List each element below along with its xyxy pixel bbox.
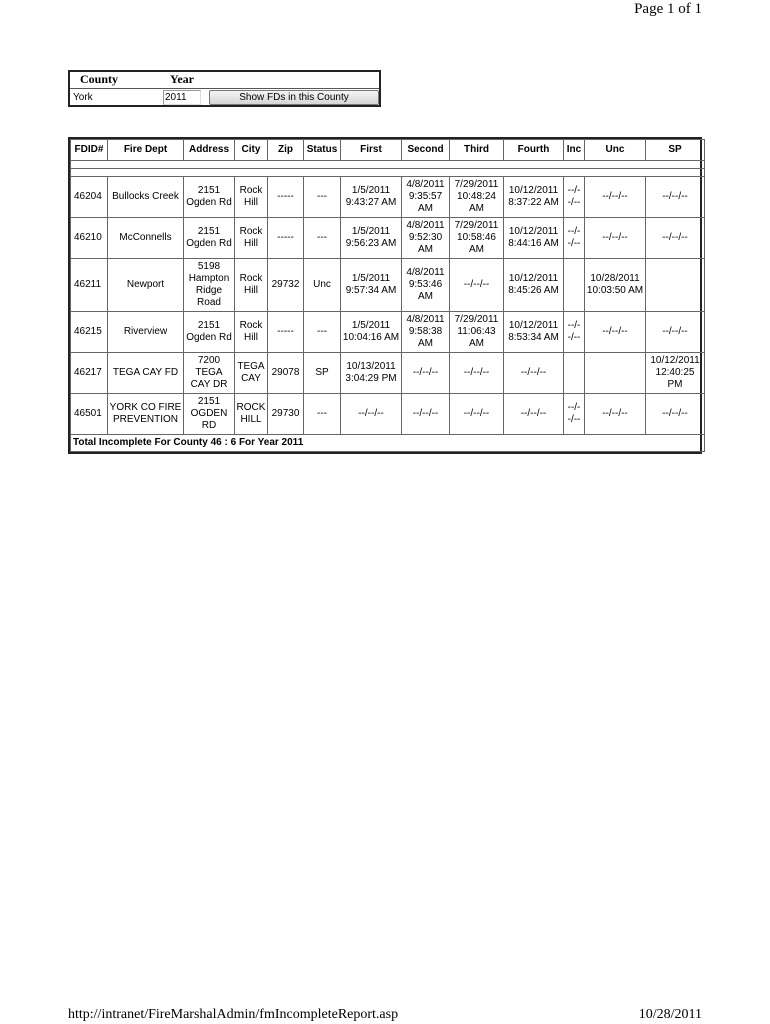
cell-address: 5198 Hampton Ridge Road [184, 259, 235, 312]
cell-second: 4/8/2011 9:52:30 AM [402, 218, 450, 259]
cell-address: 2151 Ogden Rd [184, 177, 235, 218]
col-header-fire-dept: Fire Dept [108, 140, 184, 161]
cell-fourth: 10/12/2011 8:44:16 AM [504, 218, 564, 259]
cell-sp: --/--/-- [646, 218, 705, 259]
cell-second: 4/8/2011 9:53:46 AM [402, 259, 450, 312]
show-fds-button[interactable]: Show FDs in this County [209, 90, 379, 105]
cell-inc [564, 353, 585, 394]
table-row [71, 394, 705, 435]
col-header-address: Address [184, 140, 235, 161]
cell-third: 7/29/2011 11:06:43 AM [450, 312, 504, 353]
cell-city: Rock Hill [235, 312, 268, 353]
cell-first: 1/5/2011 10:04:16 AM [341, 312, 402, 353]
cell-sp: 10/12/2011 12:40:25 PM [646, 353, 705, 394]
col-header-sp: SP [646, 140, 705, 161]
county-value[interactable]: York [73, 92, 93, 103]
cell-zip: 29078 [268, 353, 304, 394]
cell-fire-dept: McConnells [108, 218, 184, 259]
cell-first: 10/13/2011 3:04:29 PM [341, 353, 402, 394]
cell-status: --- [304, 312, 341, 353]
cell-unc: --/--/-- [585, 218, 646, 259]
cell-inc: --/--/-- [564, 312, 585, 353]
cell-inc: --/--/-- [564, 394, 585, 435]
cell-status: --- [304, 177, 341, 218]
cell-sp: --/--/-- [646, 177, 705, 218]
total-incomplete-label: Total Incomplete For County 46 : 6 For Year 2011 [71, 435, 705, 452]
cell-zip: 29732 [268, 259, 304, 312]
cell-city: Rock Hill [235, 177, 268, 218]
cell-address: 2151 Ogden Rd [184, 312, 235, 353]
cell-status: Unc [304, 259, 341, 312]
table-row [71, 177, 705, 218]
cell-fourth: --/--/-- [504, 353, 564, 394]
col-header-second: Second [402, 140, 450, 161]
spacer-row [71, 169, 705, 177]
cell-unc: 10/28/2011 10:03:50 AM [585, 259, 646, 312]
cell-first: --/--/-- [341, 394, 402, 435]
footer-date: 10/28/2011 [638, 1007, 702, 1022]
footer-url: http://intranet/FireMarshalAdmin/fmIncompleteReport.asp [68, 1007, 399, 1022]
cell-fdid: 46211 [71, 259, 108, 312]
cell-inc: --/--/-- [564, 177, 585, 218]
year-heading: Year [170, 72, 194, 86]
cell-sp: --/--/-- [646, 394, 705, 435]
cell-city: ROCK HILL [235, 394, 268, 435]
cell-first: 1/5/2011 9:57:34 AM [341, 259, 402, 312]
cell-inc [564, 259, 585, 312]
selector-header [70, 72, 379, 89]
table-row [71, 312, 705, 353]
cell-fire-dept: Riverview [108, 312, 184, 353]
cell-third: --/--/-- [450, 353, 504, 394]
col-header-status: Status [304, 140, 341, 161]
table-row [71, 218, 705, 259]
cell-zip: ----- [268, 177, 304, 218]
cell-city: Rock Hill [235, 218, 268, 259]
cell-fdid: 46501 [71, 394, 108, 435]
cell-address: 2151 Ogden Rd [184, 218, 235, 259]
cell-fourth: --/--/-- [504, 394, 564, 435]
cell-inc: --/--/-- [564, 218, 585, 259]
cell-status: --- [304, 218, 341, 259]
cell-second: 4/8/2011 9:58:38 AM [402, 312, 450, 353]
cell-fire-dept: TEGA CAY FD [108, 353, 184, 394]
cell-city: TEGA CAY [235, 353, 268, 394]
col-header-fourth: Fourth [504, 140, 564, 161]
cell-second: --/--/-- [402, 353, 450, 394]
cell-fdid: 46215 [71, 312, 108, 353]
cell-third: --/--/-- [450, 394, 504, 435]
cell-sp: --/--/-- [646, 312, 705, 353]
cell-unc [585, 353, 646, 394]
table-row [71, 259, 705, 312]
table-row [71, 353, 705, 394]
cell-third: 7/29/2011 10:58:46 AM [450, 218, 504, 259]
cell-unc: --/--/-- [585, 312, 646, 353]
cell-fourth: 10/12/2011 8:53:34 AM [504, 312, 564, 353]
cell-second: 4/8/2011 9:35:57 AM [402, 177, 450, 218]
cell-zip: ----- [268, 312, 304, 353]
cell-second: --/--/-- [402, 394, 450, 435]
cell-third: --/--/-- [450, 259, 504, 312]
page-number: Page 1 of 1 [634, 1, 702, 17]
cell-status: --- [304, 394, 341, 435]
col-header-third: Third [450, 140, 504, 161]
col-header-zip: Zip [268, 140, 304, 161]
col-header-fdid: FDID# [71, 140, 108, 161]
selector-row [70, 89, 379, 107]
cell-fire-dept: Bullocks Creek [108, 177, 184, 218]
cell-unc: --/--/-- [585, 177, 646, 218]
year-field[interactable]: 2011 [163, 90, 201, 105]
col-header-unc: Unc [585, 140, 646, 161]
table-header-row [71, 140, 705, 161]
county-heading: County [80, 72, 119, 86]
cell-zip: ----- [268, 218, 304, 259]
col-header-inc: Inc [564, 140, 585, 161]
cell-address: 2151 OGDEN RD [184, 394, 235, 435]
cell-first: 1/5/2011 9:56:23 AM [341, 218, 402, 259]
cell-first: 1/5/2011 9:43:27 AM [341, 177, 402, 218]
cell-zip: 29730 [268, 394, 304, 435]
cell-fire-dept: YORK CO FIRE PREVENTION [108, 394, 184, 435]
cell-sp [646, 259, 705, 312]
cell-third: 7/29/2011 10:48:24 AM [450, 177, 504, 218]
col-header-first: First [341, 140, 402, 161]
cell-fire-dept: Newport [108, 259, 184, 312]
cell-fourth: 10/12/2011 8:37:22 AM [504, 177, 564, 218]
incomplete-report-table [68, 137, 702, 454]
col-header-city: City [235, 140, 268, 161]
cell-address: 7200 TEGA CAY DR [184, 353, 235, 394]
spacer-row [71, 161, 705, 169]
county-selector [68, 70, 381, 107]
cell-fdid: 46204 [71, 177, 108, 218]
cell-status: SP [304, 353, 341, 394]
total-row [71, 435, 705, 452]
cell-city: Rock Hill [235, 259, 268, 312]
cell-unc: --/--/-- [585, 394, 646, 435]
cell-fdid: 46217 [71, 353, 108, 394]
cell-fourth: 10/12/2011 8:45:26 AM [504, 259, 564, 312]
cell-fdid: 46210 [71, 218, 108, 259]
